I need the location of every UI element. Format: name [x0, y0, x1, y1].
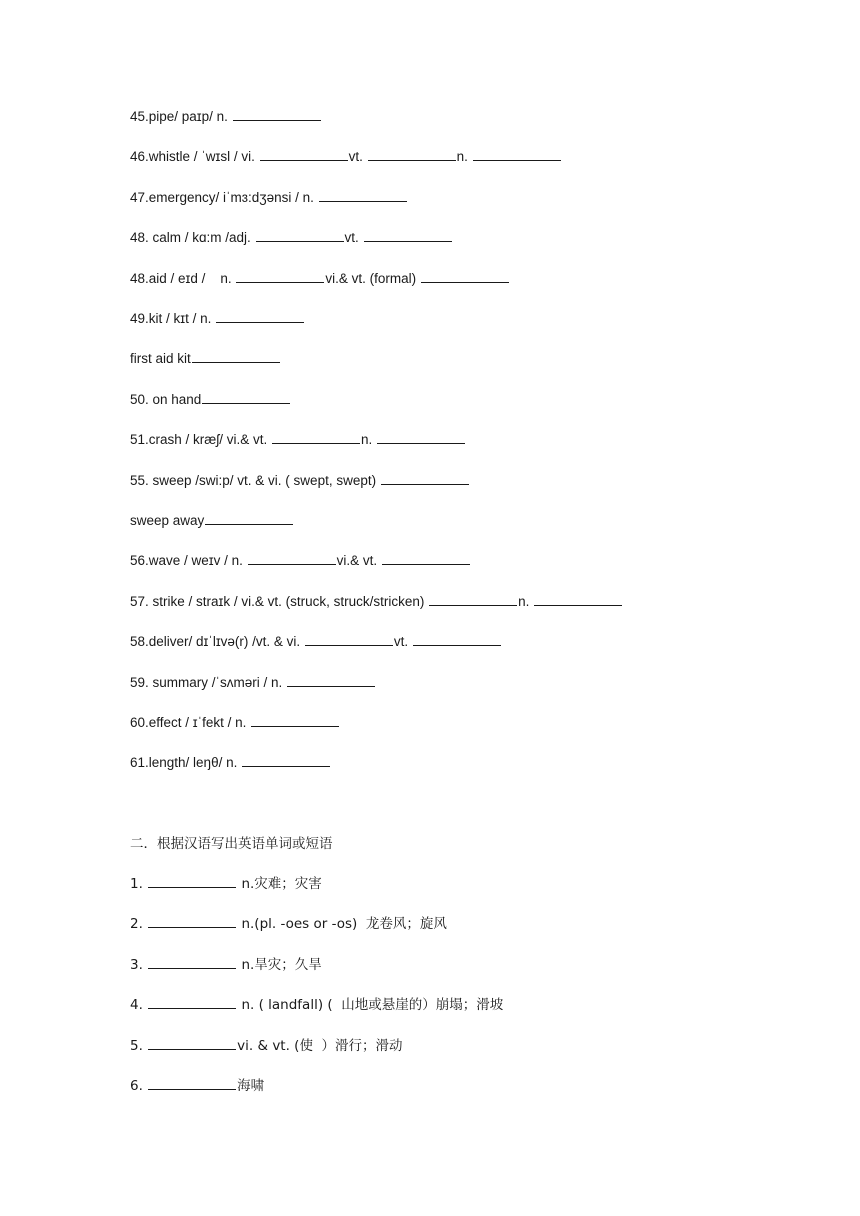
- answer-blank[interactable]: [473, 148, 561, 161]
- line-text: vi.& vt. (formal): [325, 270, 420, 286]
- line-text: n. ( landfall) ( 山地或悬崖的）崩塌；滑坡: [237, 997, 504, 1014]
- line-text: 1.: [130, 876, 148, 892]
- exercise-line: [130, 875, 322, 893]
- answer-blank[interactable]: [305, 633, 393, 646]
- line-text: 48. calm / kɑ:m /adj.: [130, 230, 255, 246]
- answer-blank[interactable]: [148, 956, 236, 969]
- answer-blank[interactable]: [421, 270, 509, 283]
- line-text: 46.whistle / ˈwɪsl / vi.: [130, 149, 259, 165]
- answer-blank[interactable]: [233, 108, 321, 121]
- answer-blank[interactable]: [236, 270, 324, 283]
- answer-blank[interactable]: [148, 1077, 236, 1090]
- answer-blank[interactable]: [364, 229, 452, 242]
- exercise-line: [130, 996, 503, 1014]
- line-text: n.: [361, 432, 377, 448]
- line-text: 61.length/ leŋθ/ n.: [130, 755, 242, 771]
- vocab-line: [130, 189, 408, 207]
- answer-blank[interactable]: [319, 189, 407, 202]
- answer-blank[interactable]: [368, 148, 456, 161]
- line-text: 56.wave / weɪv / n.: [130, 553, 247, 569]
- vocab-line: [130, 108, 322, 126]
- line-text: 55. sweep /swi:p/ vt. & vi. ( swept, swept): [130, 472, 380, 488]
- line-text: 45.pipe/ paɪp/ n.: [130, 109, 232, 124]
- section-heading: 二．根据汉语写出英语单词或短语: [130, 836, 333, 852]
- line-text: n.: [518, 593, 534, 609]
- answer-blank[interactable]: [248, 552, 336, 565]
- answer-blank[interactable]: [216, 310, 304, 323]
- line-text: 49.kit / kɪt / n.: [130, 311, 216, 326]
- vocab-line: [130, 754, 331, 772]
- line-text: 59. summary /ˈsʌməri / n.: [130, 674, 287, 690]
- vocab-line: [130, 270, 510, 288]
- answer-blank[interactable]: [429, 593, 517, 606]
- answer-blank[interactable]: [256, 229, 344, 242]
- answer-blank[interactable]: [251, 714, 339, 727]
- vocab-line: [130, 310, 305, 328]
- line-text: vt.: [348, 149, 367, 165]
- answer-blank[interactable]: [260, 148, 348, 161]
- line-text: 57. strike / straɪk / vi.& vt. (struck, struck/stricken): [130, 593, 429, 609]
- answer-blank[interactable]: [534, 593, 622, 606]
- line-text: 3.: [130, 956, 148, 973]
- vocab-line: [130, 714, 340, 732]
- vocab-line: [130, 229, 453, 247]
- vocab-line: [130, 552, 471, 570]
- exercise-line: [130, 1077, 264, 1095]
- line-text: 6.: [130, 1078, 148, 1094]
- vocab-line: [130, 472, 470, 490]
- line-text: 47.emergency/ iˈmɜ:dʒənsi / n.: [130, 189, 318, 205]
- line-text: 2.: [130, 916, 148, 933]
- answer-blank[interactable]: [413, 633, 501, 646]
- answer-blank[interactable]: [242, 754, 330, 767]
- line-text: n.: [456, 149, 472, 165]
- line-text: 5.: [130, 1037, 148, 1054]
- line-text: 51.crash / kræʃ/ vi.& vt.: [130, 432, 272, 448]
- vocab-line: [130, 674, 376, 692]
- line-text: 58.deliver/ dɪˈlɪvə(r) /vt. & vi.: [130, 634, 304, 650]
- answer-blank[interactable]: [192, 350, 280, 363]
- line-text: 48.aid / eɪd / n.: [130, 270, 236, 286]
- line-text: n.灾难；灾害: [237, 876, 322, 892]
- line-text: sweep away: [130, 513, 205, 528]
- answer-blank[interactable]: [148, 915, 236, 928]
- answer-blank[interactable]: [148, 996, 236, 1009]
- answer-blank[interactable]: [287, 674, 375, 687]
- answer-blank[interactable]: [377, 431, 465, 444]
- line-text: vt.: [344, 230, 363, 246]
- line-text: 60.effect / ɪˈfekt / n.: [130, 715, 251, 730]
- vocab-line: [130, 148, 562, 166]
- vocab-line: [130, 512, 294, 530]
- answer-blank[interactable]: [148, 1037, 236, 1050]
- answer-blank[interactable]: [205, 512, 293, 525]
- answer-blank[interactable]: [272, 431, 360, 444]
- exercise-line: [130, 1037, 403, 1055]
- answer-blank[interactable]: [202, 391, 290, 404]
- vocab-line: [130, 633, 502, 651]
- line-text: first aid kit: [130, 351, 191, 367]
- line-text: 50. on hand: [130, 391, 202, 407]
- vocab-line: [130, 593, 623, 611]
- line-text: n.(pl. -oes or -os) 龙卷风；旋风: [237, 916, 447, 933]
- line-text: vi. & vt. (使 ）滑行；滑动: [237, 1037, 403, 1054]
- answer-blank[interactable]: [381, 472, 469, 485]
- answer-blank[interactable]: [382, 552, 470, 565]
- exercise-line: [130, 956, 322, 974]
- vocab-line: [130, 431, 466, 449]
- line-text: 海啸: [237, 1078, 265, 1094]
- vocab-line: [130, 350, 281, 368]
- answer-blank[interactable]: [148, 875, 236, 888]
- line-text: vt.: [393, 634, 412, 650]
- vocab-line: [130, 391, 291, 409]
- exercise-line: [130, 915, 447, 933]
- line-text: 4.: [130, 997, 148, 1014]
- line-text: vi.& vt.: [336, 553, 381, 569]
- line-text: n.旱灾；久旱: [237, 956, 322, 973]
